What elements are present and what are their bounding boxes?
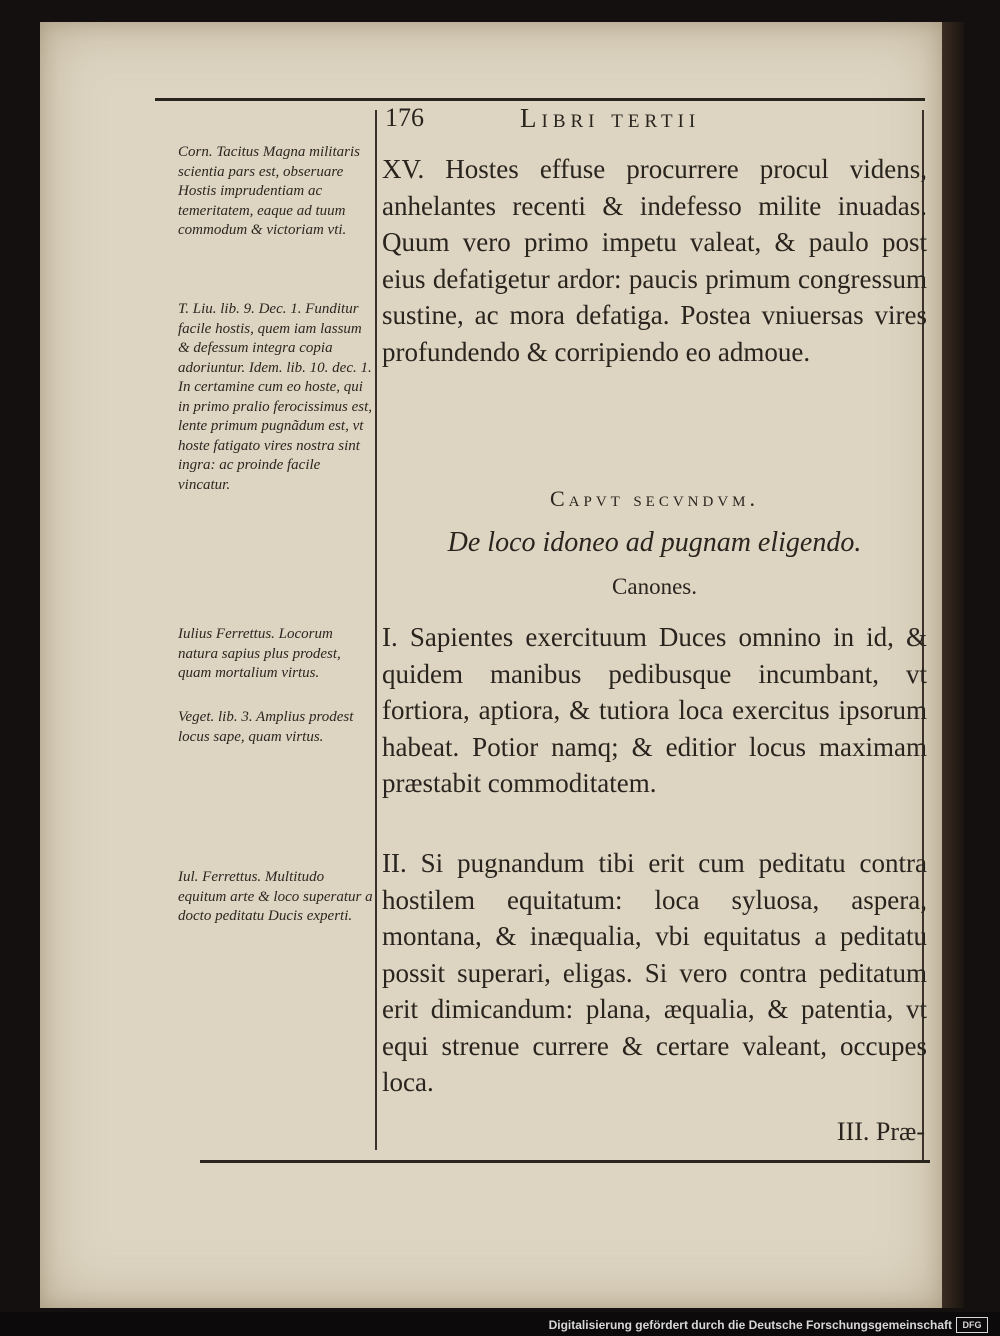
margin-note-tacitus: Corn. Tacitus Magna militaris scientia pars est, obseruare Hostis imprudentiam ac temeritatem, eaque ad tuum commodum & victoriam vti. — [178, 144, 360, 238]
canon-i: I. Sapientes exercituum Duces omnino in id, & quidem manibus pedibusque incumbant, vt fortiora, aptiora, & tutiora loca exercitus ipsorum habeat. Potior namq; & editior locus maximam præstabit commoditatem. — [382, 622, 927, 798]
margin-note-livius: T. Liu. lib. 9. Dec. 1. Funditur facile hostis, quem iam lassum & defessum integra copia adoriuntur. Idem. lib. 10. dec. 1. In certamine cum eo hoste, qui in primo pralio ferocissimus est, lente primum pugnãdum est, vt hoste fatigato vires nostra sint ingra: ac proinde facile vincatur. — [178, 301, 373, 493]
header-rule — [155, 98, 925, 101]
dfg-logo: DFG — [956, 1317, 988, 1333]
margin-note-ferrettus-multitudo: Iul. Ferrettus. Multitudo equitum arte & loco superatur a docto peditatu Ducis experti. — [178, 869, 373, 924]
catchword: III. Præ- — [836, 1117, 925, 1146]
margin-note-vegetius: Veget. lib. 3. Amplius prodest locus sape, quam virtus. — [178, 709, 354, 745]
margin-note-ferrettus: Iulius Ferrettus. Locorum natura sapius plus prodest, quam mortalium virtus. — [178, 626, 341, 681]
page-edge-shadow — [942, 22, 964, 1308]
footer-rule — [200, 1160, 930, 1163]
caput-subtitle: De loco idoneo ad pugnam eligendo. — [447, 527, 862, 558]
footer-credit: Digitalisierung gefördert durch die Deutsche Forschungsgemeinschaft — [548, 1318, 952, 1332]
paragraph-xv: XV. Hostes effuse procurrere procul videns, anhelantes recenti & indefesso milite inuadas. Quum vero primo impetu valeat, & paulo post eius defatigetur ardor: paucis primum congressum sustine, ac mora defatiga. Postea vniuersas vires profundendo & corripiendo eo admoue. — [382, 154, 927, 367]
canon-ii: II. Si pugnandum tibi erit cum peditatu contra hostilem equitatum: loca syluosa, aspera, montana, & inæqualia, vbi equitatus a peditatu possit superari, eligas. Si vero contra peditatum erit dimicandum: plana, æqualia, & patentia, vt equi strenue currere & certare valeant, occupes loca. — [382, 848, 927, 1097]
running-head: Libri tertii — [520, 103, 701, 133]
canones-label: Canones. — [612, 574, 697, 599]
caput-title: Capvt secvndvm. — [549, 486, 760, 511]
page-number: 176 — [385, 103, 424, 132]
column-divider — [375, 110, 377, 1150]
